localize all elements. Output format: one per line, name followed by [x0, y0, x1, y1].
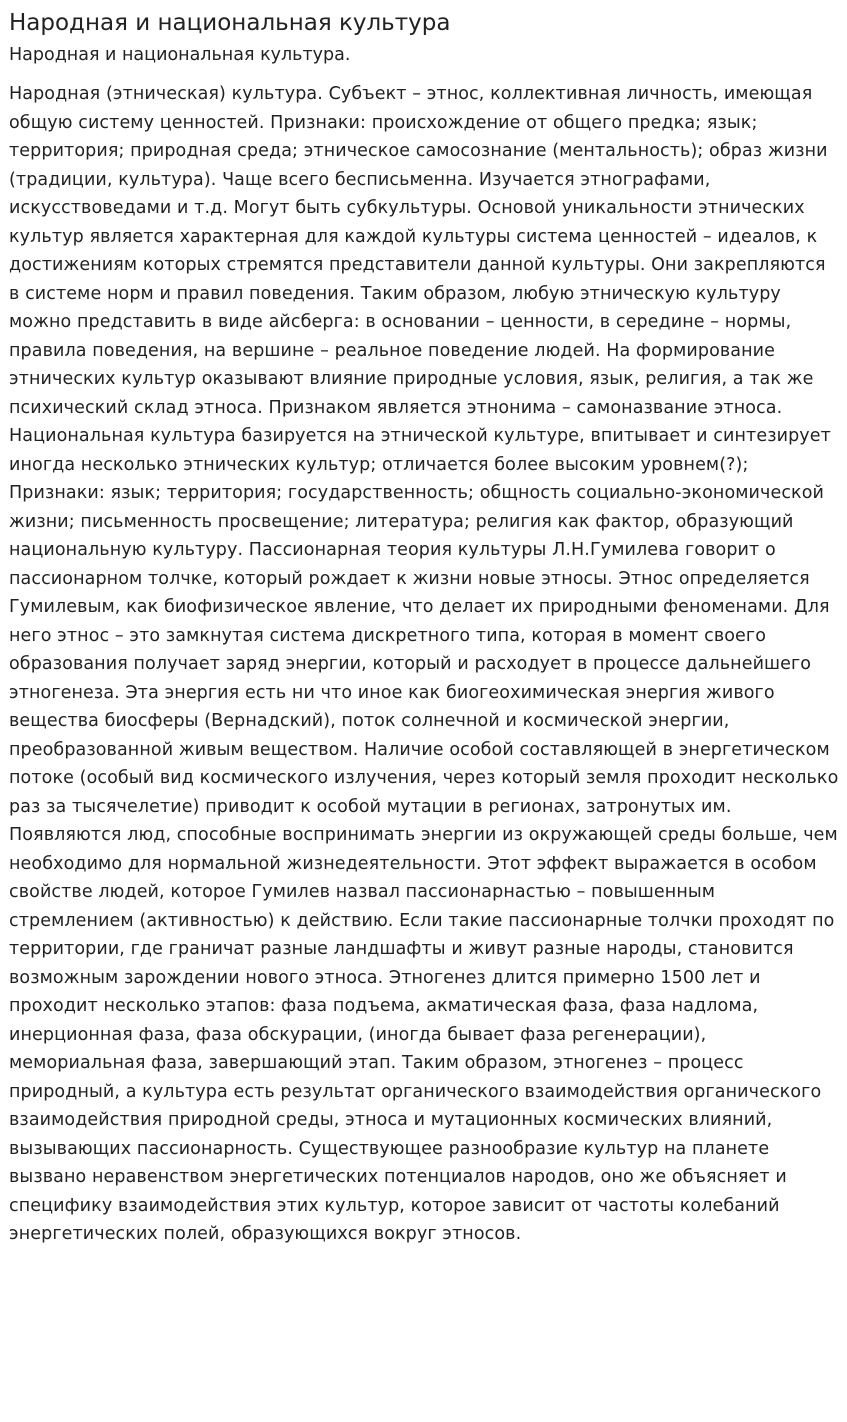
page-subtitle: Народная и национальная культура. [9, 45, 351, 65]
page-title: Народная и национальная культура [9, 10, 451, 36]
article-body: Народная (этническая) культура. Субъект – этнос, коллективная личность, имеющая общую систему ценностей. Признаки: происхождение от общего предка; язык; территория; природная среда; этническое самосознание (ментальность); образ жизни (традиции, культура). Чаще всего бесписьменна. Изучается этнографами, искусствоведами и т.д. Могут быть субкультуры. Основой уникальности этнических культур является характерная для каждой культуры система ценностей – идеалов, к достижениям которых стремятся представители данной культуры. Они закрепляются в системе норм и правил поведения. Таким образом, любую этническую культуру можно представить в виде айсберга: в основании – ценности, в середине – нормы, правила поведения, на вершине – реальное поведение людей. На формирование этнических культур оказывают влияние природные условия, язык, религия, а так же психический склад этноса. Признаком является этнонима – самоназвание этноса. Национальная культура базируется на этнической культуре, впитывает и синтезирует иногда несколько этнических культур; отличается более высоким уровнем(?); Признаки: язык; территория; государственность; общность социально-экономической жизни; письменность просвещение; литература; религия как фактор, образующий национальную культуру. Пассионарная теория культуры Л.Н.Гумилева говорит о пассионарном толчке, который рождает к жизни новые этносы. Этнос определяется Гумилевым, как биофизическое явление, что делает их природными феноменами. Для него этнос – это замкнутая система дискретного типа, которая в момент своего образования получает заряд энергии, который и расходует в процессе дальнейшего этногенеза. Эта энергия есть ни что иное как биогеохимическая энергия живого вещества биосферы (Вернадский), поток солнечной и космической энергии, преобразованной живым веществом. Наличие особой составляющей в энергетическом потоке (особый вид космического излучения, через который земля проходит несколько раз за тысячелетие) приводит к особой мутации в регионах, затронутых им. Появляются люд, способные воспринимать энергии из окружающей среды больше, чем необходимо для нормальной жизнедеятельности. Этот эффект выражается в особом свойстве людей, которое Гумилев назвал пассионарнастью – повышенным стремлением (активностью) к действию. Если такие пассионарные толчки проходят по территории, где граничат разные ландшафты и живут разные народы, становится возможным зарождении нового этноса. Этногенез длится примерно 1500 лет и проходит несколько этапов: фаза подъема, акматическая фаза, фаза надлома, инерционная фаза, фаза обскурации, (иногда бывает фаза регенерации), мемориальная фаза, завершающий этап. Таким образом, этногенез – процесс природный, а культура есть результат органического взаимодействия органического взаимодействия природной среды, этноса и мутационных космических влияний, вызывающих пассионарность. Существующее разнообразие культур на планете вызвано неравенством энергетических потенциалов народов, оно же объясняет и специфику взаимодействия этих культур, которое зависит от частоты колебаний энергетических полей, образующихся вокруг этносов. [9, 84, 839, 1244]
